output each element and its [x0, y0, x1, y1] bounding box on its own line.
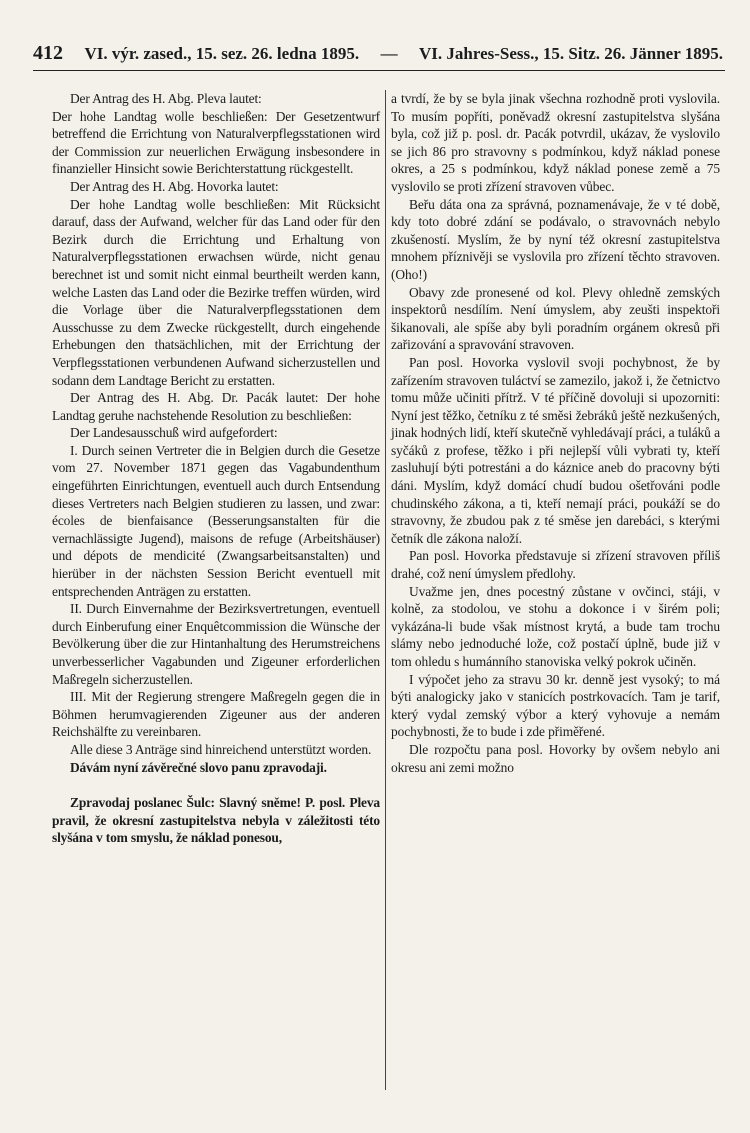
left-column-paragraph: Der hohe Landtag wolle beschließen: Der Gesetzentwurf betreffend die Errichtung von Naturalverpflegsstationen wird der Commission zur neuerlichen Erwägung insbesondere in finanzieller Hinsicht sowie Berichterstattung rückgestellt. — [52, 108, 380, 177]
left-column-paragraph: II. Durch Einvernahme der Bezirksvertretungen, eventuell durch Einberufung einer Enquêtcommission die Wünsche der Bevölkerung über die zur Hintanhaltung des Herumstreichens unverbesserlicher Vagabunden und Zigeuner erforderlichen Maßregeln sicherzustellen. — [52, 601, 380, 687]
right-column-paragraph: I výpočet jeho za stravu 30 kr. denně jest vysoký; to má býti analogicky jako v stanicích postrkovacích. Tam je tarif, který vydal zemský výbor a který vyhovuje a nemám pochybnosti, že to bude i zde přiměřené. — [391, 671, 720, 740]
left-column-paragraph: III. Mit der Regierung strengere Maßregeln gegen die in Böhmen herumvagierenden Zigeuner aus der anderen Reichshälfte zu vereinbaren. — [52, 689, 380, 740]
left-column-paragraph: I. Durch seinen Vertreter die in Belgien durch die Gesetze vom 27. November 1871 gegen das Vagabundenthum eingeführten Einrichtungen, eventuell auch durch Entsendung dieses Vertreters nach Belgien studieren zu lassen, und zwar: écoles de bienfaisance (Besserungsanstalten für die vernachlässigte Jugend), maisons de refuge (Arbeitshäuser) und dépots de mendicité (Zwangsarbeitsanstalten) und hierüber in der nächsten Session Bericht eventuell mit entsprechenden Anträgen zu erstatten. — [52, 442, 380, 599]
right-column-paragraph: Pan posl. Hovorka představuje si zřízení stravoven příliš drahé, což není úmyslem předlohy. — [391, 548, 720, 582]
header-separator: — — [380, 44, 398, 63]
left-column-paragraph: Der Antrag des H. Abg. Pleva lautet: — [70, 91, 262, 106]
right-column-paragraph: Obavy zde pronesené od kol. Plevy ohledně zemských inspektorů nesdílím. Není úmyslem, aby zeušti inspektoři šikanovali, ale spíše aby byli poradním orgánem okresů při zařizování a spravování stravoven. — [391, 284, 720, 353]
left-column-paragraph: Der hohe Landtag wolle beschließen: Mit Rücksicht darauf, dass der Aufwand, welcher für das Land oder für den Bezirk durch die Errichtung und Erhaltung von Naturalverpflegsstationen erwachsen würde, nicht genau berechnet ist und somit nicht einmal beurtheilt werden kann, welche Lasten das Land oder die Bezirke treffen würden, wird die Vorlage über die Naturalverpflegsstationen dem Ausschusse zu dem Zwecke rückgestellt, durch eingehende Erhebungen den thatsächlichen, mit der Errichtung der Verpflegsstationen verbundenen Aufwand sicherzustellen und sodann dem Landtage Bericht zu erstatten. — [52, 196, 380, 388]
right-column-paragraph: a tvrdí, že by se byla jinak všechna rozhodně proti vyslovila. To musím popříti, poněvadž okresní zastupitelstva slyšána byla, což již p. posl. dr. Pacák potvrdil, ukázav, že vyslovilo se jich 86 pro stravovny s podmínkou, když náklad ponese okres, a 25 s podmínkou, když náklad ponese země a 75 vyslovilo se proti zřízení stravoven vůbec. — [391, 91, 720, 194]
left-column-paragraph: Alle diese 3 Anträge sind hinreichend unterstützt worden. — [70, 741, 372, 757]
right-column-paragraph: Pan posl. Hovorka vyslovil svoji pochybnost, že by zařízením stravoven tuláctví se zamezilo, jakož i, že četnictvo tomu může učiniti přítrž. V té příčině dovoluji si upozorniti: Nyní jest těžko, četníku z té směsi žebráků ještě nezkušených, jinak hodných lidí, kteří skutečně vyhledávají práci, a tuláků a syčáků z profese, těžko i při nejlepší vůli vybrati ty, kteří zasluhují býti potrestáni a do káznice aneb do pracovny býti dáni. Myslím, když domácí chudí budou ošetřováni podle chudinského zákona, a ti, kteří nemají práci, poukáží se do stravovny, že zbudou pak z té směse jen darebáci, s kterými četník dle zákona naloží. — [391, 354, 720, 546]
right-column-paragraph: Beřu dáta ona za správná, poznamenávaje, že v té době, kdy toto dobré zdání se podávalo, o stravovnách nebylo zkušeností. Myslím, že by nyní též okresní zastupitelstva mnohem příznivěji se vyslovila pro zřízení těchto stravoven. (Oho!) — [391, 196, 720, 282]
left-column-paragraph: Der Antrag des H. Abg. Hovorka lautet: — [70, 178, 279, 194]
header-right-caption: VI. Jahres-Sess., 15. Sitz. 26. Jänner 1895. — [419, 44, 723, 63]
left-column-paragraph: Der Landesausschuß wird aufgefordert: — [70, 425, 278, 441]
right-column-paragraph: Uvažme jen, dnes pocestný zůstane v ovčinci, stáji, v kolně, za stodolou, ve stohu a dokonce i v širém poli; vykázána-li bude však místnost krytá, a bude tam trochu slámy nebo jednoduché lože, což postačí úplně, bude již v tom ohledu s humánního stanoviska velký pokrok učiněn. — [391, 583, 720, 669]
page-number: 412 — [33, 42, 63, 64]
right-column-paragraph: Dle rozpočtu pana posl. Hovorky by ovšem nebylo ani okresu ani zemi možno — [391, 741, 720, 775]
header-rule — [33, 70, 725, 71]
right-column-czech — [391, 90, 720, 776]
left-column-paragraph: Zpravodaj poslanec Šulc: Slavný sněme! P. posl. Pleva pravil, že okresní zastupitelstva nebyla v záležitosti této slyšána v tom smyslu, že náklad ponesou, — [52, 795, 380, 846]
running-header — [33, 42, 723, 65]
left-column-paragraph: Der Antrag des H. Abg. Dr. Pacák lautet: Der hohe Landtag geruhe nachstehende Resolution zu beschließen: — [52, 390, 380, 423]
left-column-paragraph: Dávám nyní závěrečné slovo panu zpravodaji. — [70, 759, 327, 775]
left-column-german — [52, 90, 380, 847]
column-divider — [385, 90, 386, 1090]
header-left-caption: VI. výr. zased., 15. sez. 26. ledna 1895. — [84, 44, 360, 63]
